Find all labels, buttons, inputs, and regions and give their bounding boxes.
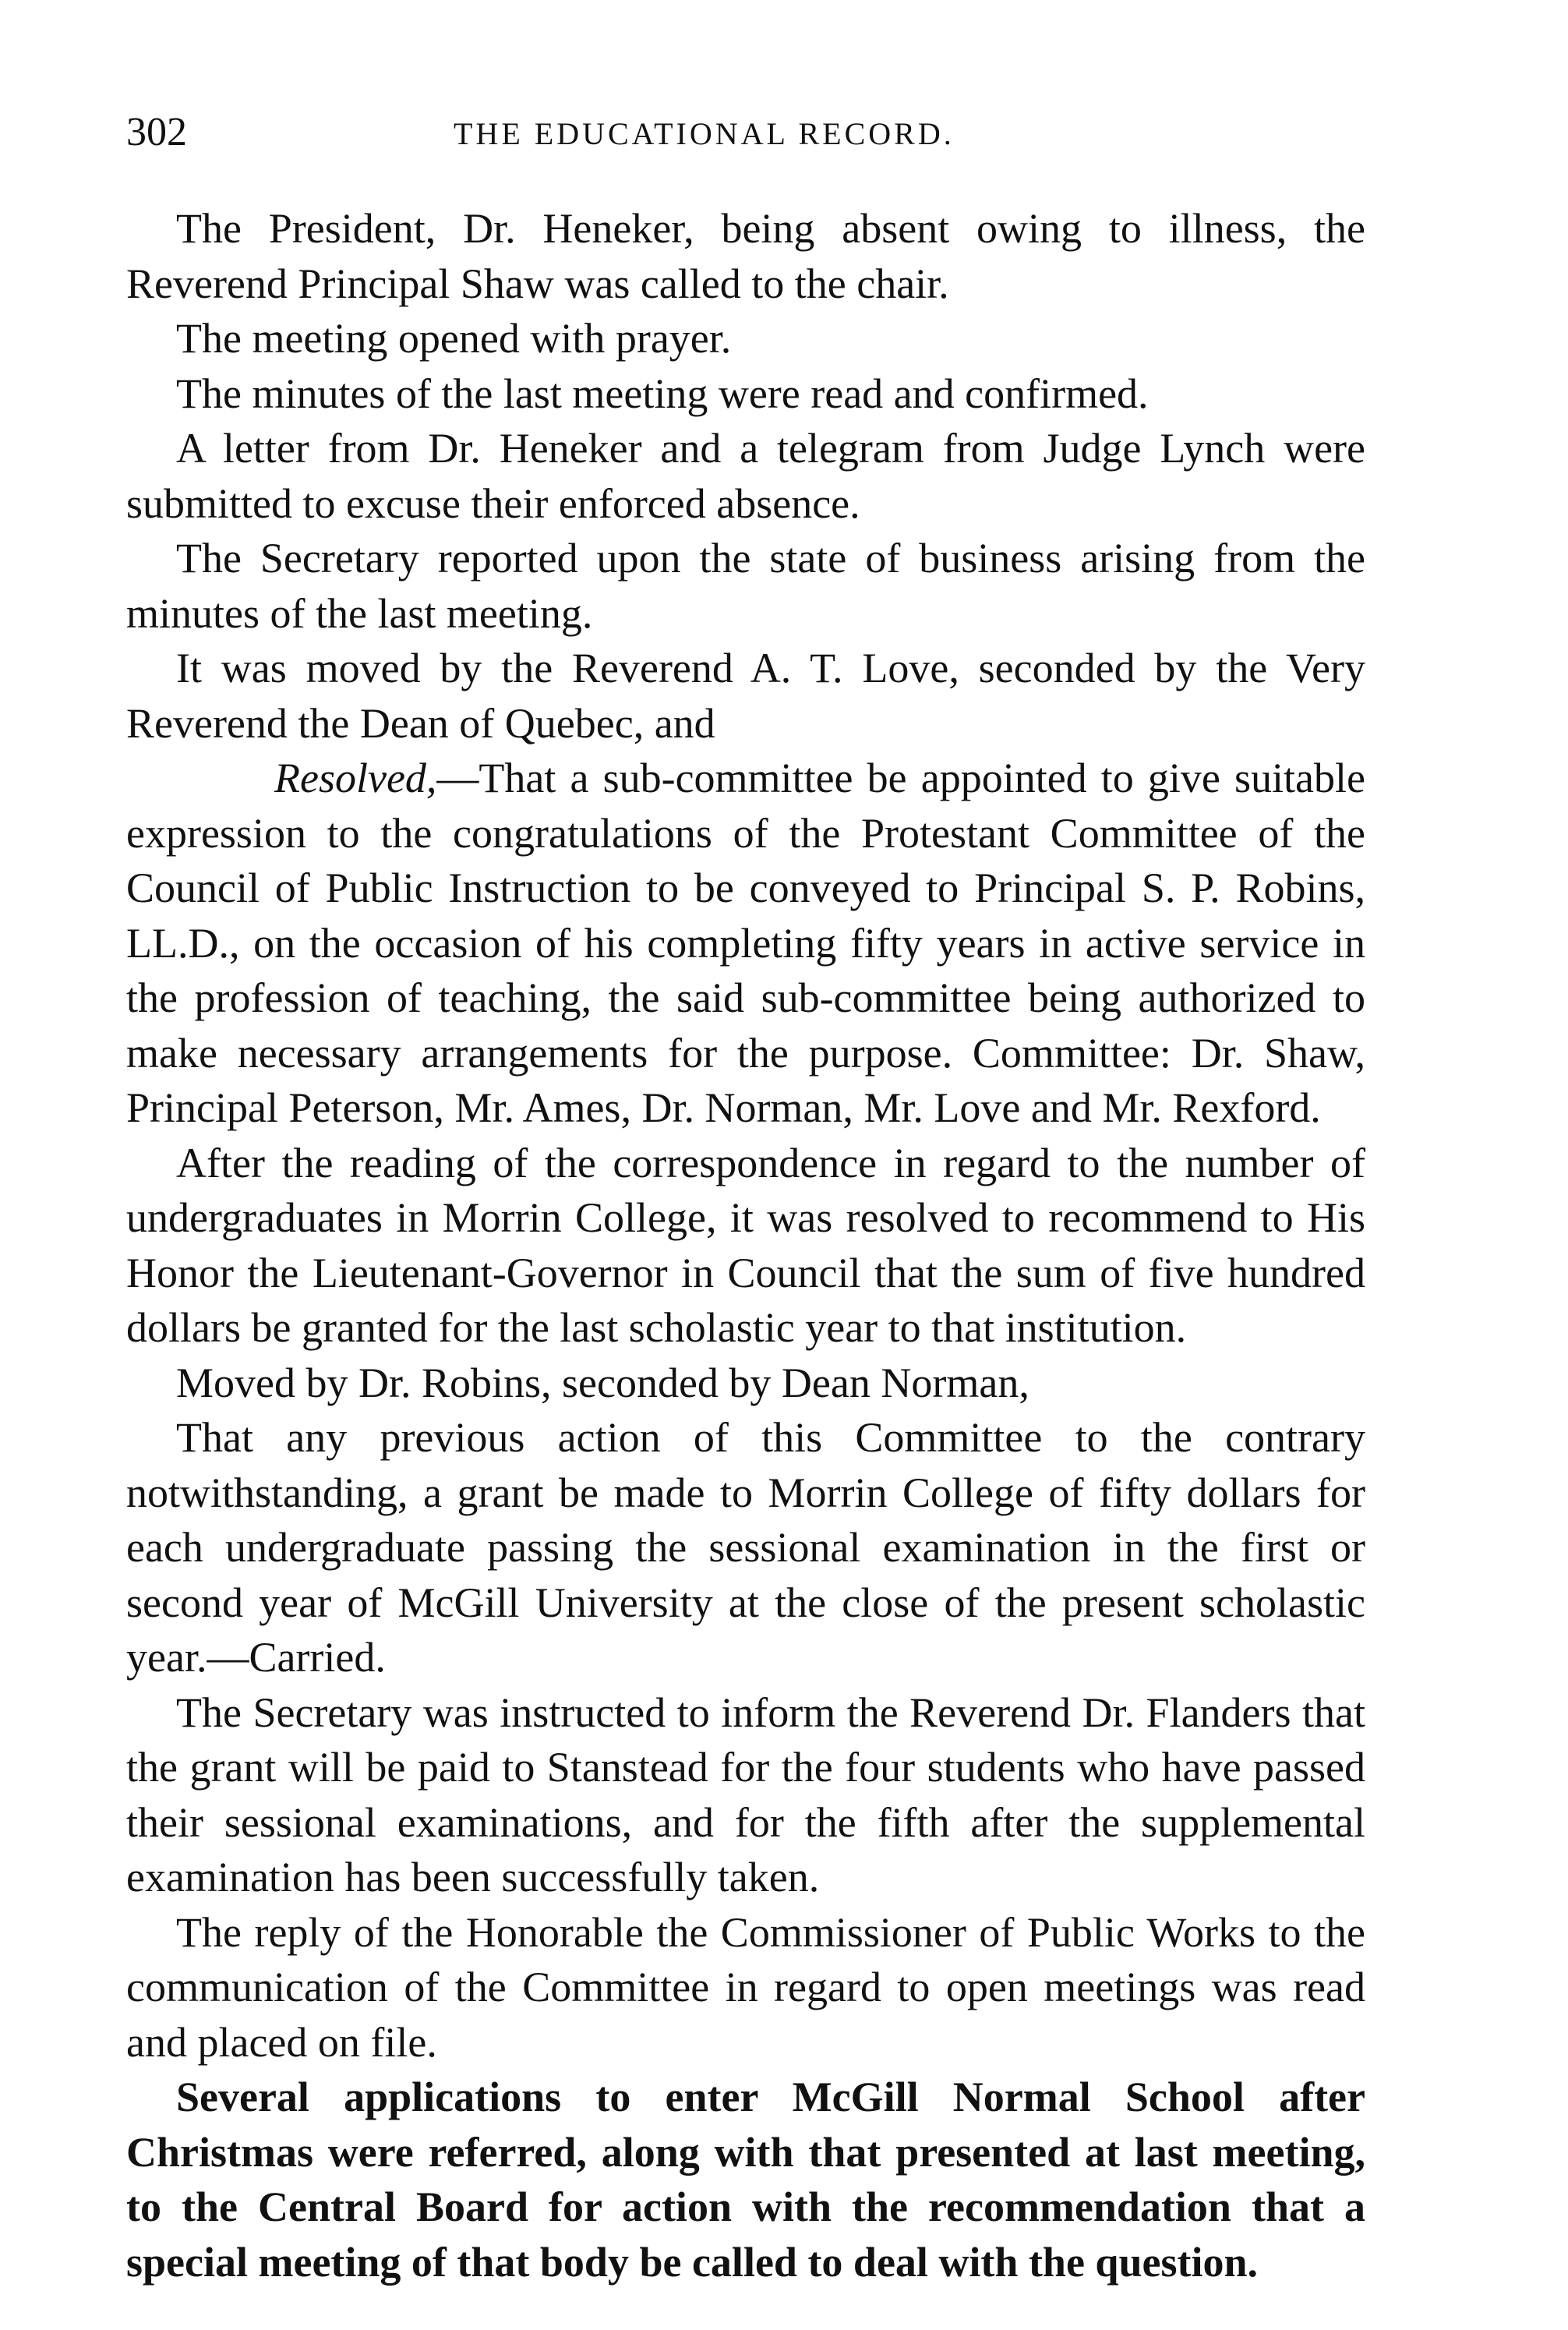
paragraph-secretary-flanders: The Secretary was instructed to inform the Reverend Dr. Flanders that the grant will be paid to Stanstead for the four students who have passed their sessional examinations, and for the fifth after the supplemental examination has been successfully taken. xyxy=(126,1688,1365,1900)
paragraph-letter-telegram: A letter from Dr. Heneker and a telegram from Judge Lynch were submitted to excuse their enforced absence. xyxy=(126,425,1365,527)
paragraph-prayer: The meeting opened with prayer. xyxy=(176,315,732,362)
paragraph-normal-school: Several applications to enter McGill Normal School after Christmas were referred, along with that presented at last meeting, to the Central Board for action with the recommendation that a special meeting of that body be called to deal with the question. xyxy=(126,2074,1365,2286)
page-number: 302 xyxy=(126,110,187,154)
paragraph-minutes: The minutes of the last meeting were read and confirmed. xyxy=(176,369,1149,417)
running-head xyxy=(126,109,1365,156)
paragraph-secretary-report: The Secretary reported upon the state of business arising from the minutes of the last meeting. xyxy=(126,535,1365,637)
paragraph-previous-action: That any previous action of this Committee to the contrary notwithstanding, a grant be made to Morrin College of fifty dollars for each undergraduate passing the sessional examination in the first or second year of McGill University at the close of the present scholastic year.—Carried. xyxy=(126,1414,1365,1681)
paragraph-moved-robins: Moved by Dr. Robins, seconded by Dean Norman, xyxy=(176,1359,1029,1406)
paragraph-morrin-grant: After the reading of the correspondence in regard to the number of undergraduates in Morrin College, it was resolved to recommend to His Honor the Lieutenant-Governor in Council that the sum of five hundred dollars be granted for the last scholastic year to that institution. xyxy=(126,1139,1365,1351)
paragraph-commissioner-reply: The reply of the Honorable the Commissioner of Public Works to the communication of the Committee in regard to open meetings was read and placed on file. xyxy=(126,1908,1365,2066)
paragraph-moved-love: It was moved by the Reverend A. T. Love, seconded by the Very Reverend the Dean of Quebec, and xyxy=(126,645,1365,747)
document-page xyxy=(126,109,1365,2289)
resolved-text: —That a sub-committee be appointed to give suitable expression to the congratulations of the Protestant Committee of the Council of Public Instruction to be conveyed to Principal S. P. Robins, LL.D., on the occasion of his completing fifty years in active service in the profession of teaching, the said sub-committee being authorized to make necessary arrangements for the purpose. Committee: Dr. Shaw, Principal Peterson, Mr. Ames, Dr. Norman, Mr. Love and Mr. Rexford. xyxy=(126,755,1365,1131)
resolved-label: Resolved, xyxy=(274,755,437,801)
body-text xyxy=(126,201,1365,2289)
paragraph-resolved xyxy=(126,751,1365,1136)
paragraph-president-absent: The President, Dr. Heneker, being absent owing to illness, the Reverend Principal Shaw was called to the chair. xyxy=(126,205,1365,307)
journal-title: THE EDUCATIONAL RECORD. xyxy=(454,116,955,151)
